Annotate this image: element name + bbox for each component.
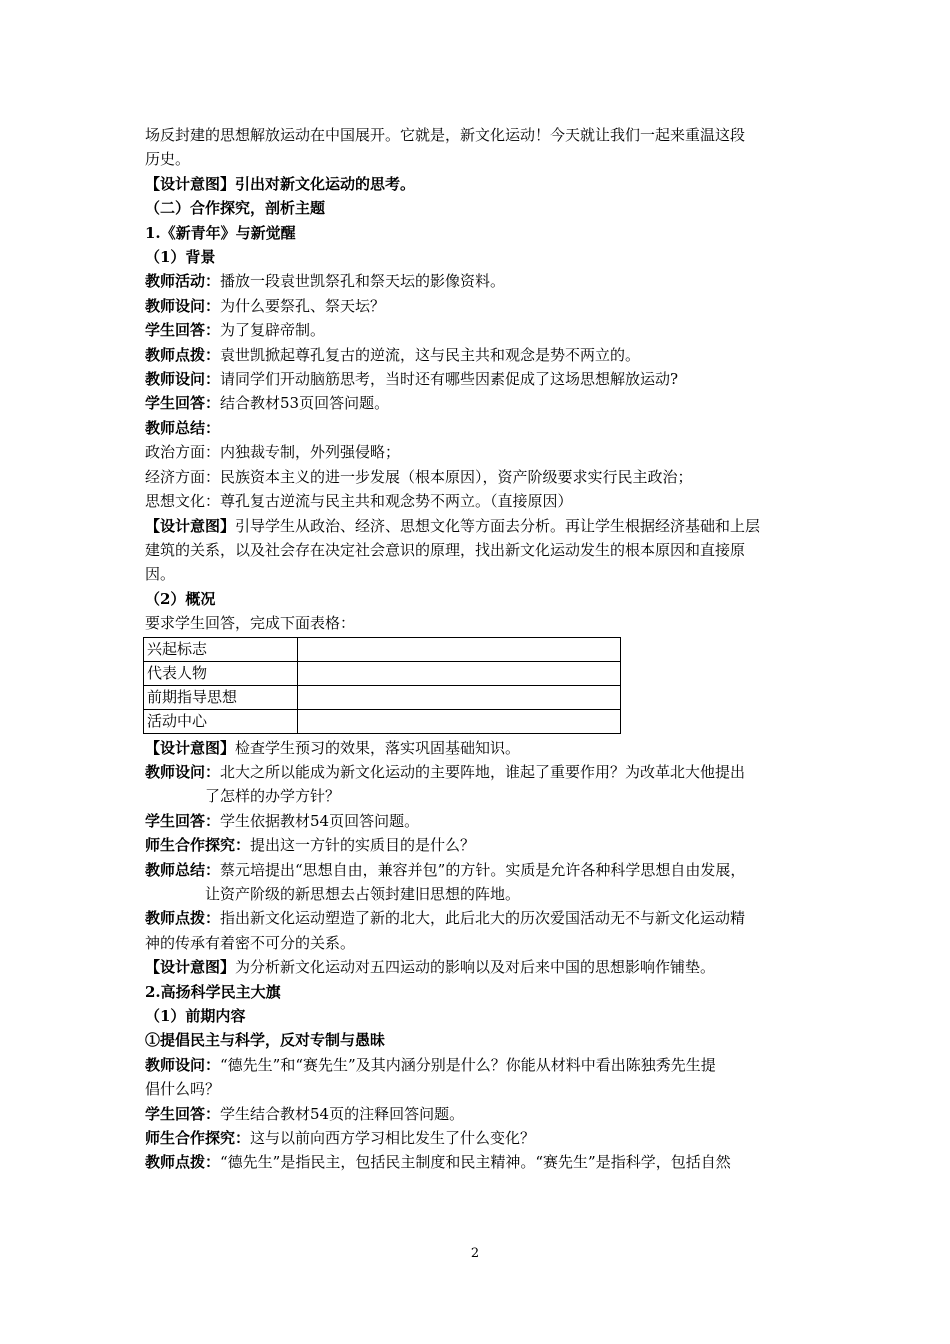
summary-culture: 思想文化：尊孔复古逆流与民主共和观念势不两立。（直接原因） <box>145 492 573 511</box>
design-intent-text: 引导学生从政治、经济、思想文化等方面去分析。再让学生根据经济基础和上层 <box>235 516 761 535</box>
design-intent-label: 【设计意图】 <box>145 738 236 757</box>
table-row <box>144 685 621 709</box>
subheading-overview: （2）概况 <box>145 589 216 608</box>
table-row <box>144 637 621 661</box>
design-intent-2-line-3: 因。 <box>145 565 176 584</box>
table-key: 活动中心 <box>144 709 298 733</box>
design-intent-label: 【设计意图】 <box>145 516 236 535</box>
dialog-line <box>145 318 815 342</box>
table-key: 兴起标志 <box>144 637 298 661</box>
teacher-question-democracy <box>145 1053 815 1077</box>
design-intent-text: 为分析新文化运动对五四运动的影响以及对后来中国的思想影响作铺垫。 <box>235 958 716 977</box>
dialog-text: 为什么要祭孔、祭天坛？ <box>220 296 386 315</box>
speaker-label: 学生回答： <box>145 811 221 830</box>
design-intent-4 <box>145 955 815 979</box>
subheading-background: （1）背景 <box>145 248 216 267</box>
joint-exploration-2 <box>145 1126 815 1150</box>
dialog-text: 这与以前向西方学习相比发生了什么变化？ <box>250 1129 536 1148</box>
summary-economy: 经济方面：民族资本主义的进一步发展（根本原因），资产阶级要求实行民主政治； <box>145 467 693 486</box>
design-intent-3 <box>145 736 815 760</box>
student-answer-2 <box>145 1102 815 1126</box>
dialog-line <box>145 294 815 318</box>
table-intro: 要求学生回答，完成下面表格： <box>145 614 356 633</box>
table-row <box>144 661 621 685</box>
dialog-text: “德先生”和“赛先生”及其内涵分别是什么？你能从材料中看出陈独秀先生提 <box>220 1055 716 1074</box>
dialog-text: 请同学们开动脑筋思考，当时还有哪些因素促成了这场思想解放运动? <box>220 370 679 389</box>
speaker-label: 教师设问： <box>145 296 221 315</box>
table-key: 代表人物 <box>144 661 298 685</box>
point-heading-1: ①提倡民主与科学，反对专制与愚昧 <box>145 1031 386 1050</box>
speaker-label: 教师活动： <box>145 272 221 291</box>
speaker-label: 学生回答： <box>145 321 221 340</box>
speaker-label: 教师点拨： <box>145 909 221 928</box>
dialog-line <box>145 391 815 415</box>
dialog-text: 袁世凯掀起尊孔复古的逆流，这与民主共和观念是势不两立的。 <box>220 345 641 364</box>
design-intent-2-line-2: 建筑的关系，以及社会存在决定社会意识的原理，找出新文化运动发生的根本原因和直接原 <box>145 540 746 559</box>
dialog-text: 北大之所以能成为新文化运动的主要阵地，谁起了重要作用？为改革北大他提出 <box>220 762 746 781</box>
design-intent-2 <box>145 514 815 538</box>
speaker-label: 学生回答： <box>145 1104 221 1123</box>
dialog-text: 学生依据教材54页回答问题。 <box>220 811 420 830</box>
joint-exploration <box>145 833 815 857</box>
table-value <box>298 661 621 685</box>
teacher-hint-cont: 神的传承有着密不可分的关系。 <box>145 933 356 952</box>
dialog-text: 学生结合教材54页的注释回答问题。 <box>220 1104 465 1123</box>
topic-heading-2: 2.高扬科学民主大旗 <box>145 982 281 1001</box>
student-answer <box>145 809 815 833</box>
table-row <box>144 709 621 733</box>
dialog-text: “德先生”是指民主，包括民主制度和民主精神。“赛先生”是指科学，包括自然 <box>220 1153 731 1172</box>
speaker-label: 教师设问： <box>145 1055 221 1074</box>
summary-politics: 政治方面：内独裁专制，外列强侵略； <box>145 443 401 462</box>
dialog-text: 提出这一方针的实质目的是什么？ <box>250 836 476 855</box>
teacher-question-peking-cont: 了怎样的办学方针？ <box>205 787 341 806</box>
intro-line-2: 历史。 <box>145 150 191 169</box>
overview-table <box>143 637 621 734</box>
speaker-label: 教师点拨： <box>145 345 221 364</box>
intro-line-1: 场反封建的思想解放运动在中国展开。它就是，新文化运动！今天就让我们一起来重温这段 <box>145 126 746 144</box>
table-value <box>298 685 621 709</box>
design-intent-text: 检查学生预习的效果，落实巩固基础知识。 <box>235 738 521 757</box>
design-intent-text: 引出对新文化运动的思考。 <box>235 174 416 193</box>
design-intent-1 <box>145 172 815 196</box>
dialog-text: 指出新文化运动塑造了新的北大，此后北大的历次爱国活动无不与新文化运动精 <box>220 909 746 928</box>
dialog-line <box>145 343 815 367</box>
speaker-label: 学生回答： <box>145 394 221 413</box>
table-value <box>298 709 621 733</box>
dialog-line <box>145 416 815 440</box>
design-intent-label: 【设计意图】 <box>145 174 236 193</box>
teacher-question-peking <box>145 760 815 784</box>
speaker-label: 教师总结： <box>145 418 221 437</box>
dialog-text: 结合教材53页回答问题。 <box>220 394 390 413</box>
design-intent-label: 【设计意图】 <box>145 958 236 977</box>
dialog-text: 播放一段袁世凯祭孔和祭天坛的影像资料。 <box>220 272 506 291</box>
speaker-label: 教师设问： <box>145 370 221 389</box>
speaker-label: 师生合作探究： <box>145 836 251 855</box>
speaker-label: 教师设问： <box>145 762 221 781</box>
subheading-early-content: （1）前期内容 <box>145 1007 246 1025</box>
topic-heading-1: 1.《新青年》与新觉醒 <box>145 223 296 242</box>
dialog-line <box>145 269 815 293</box>
dialog-text: 为了复辟帝制。 <box>220 321 326 340</box>
dialog-text: 蔡元培提出“思想自由，兼容并包”的方针。实质是允许各种科学思想自由发展， <box>220 860 746 879</box>
speaker-label: 教师点拨： <box>145 1153 221 1172</box>
page-number: 2 <box>470 1246 480 1261</box>
teacher-summary <box>145 858 815 882</box>
teacher-question-democracy-cont: 倡什么吗？ <box>145 1080 221 1099</box>
speaker-label: 师生合作探究： <box>145 1129 251 1148</box>
teacher-hint-2 <box>145 1150 815 1174</box>
table-value <box>298 637 621 661</box>
document-page <box>145 123 815 1175</box>
table-key: 前期指导思想 <box>144 685 298 709</box>
speaker-label: 教师总结： <box>145 860 221 879</box>
section-heading: （二）合作探究，剖析主题 <box>145 199 326 218</box>
dialog-line <box>145 367 815 391</box>
teacher-hint <box>145 906 815 930</box>
teacher-summary-cont: 让资产阶级的新思想去占领封建旧思想的阵地。 <box>205 884 521 903</box>
